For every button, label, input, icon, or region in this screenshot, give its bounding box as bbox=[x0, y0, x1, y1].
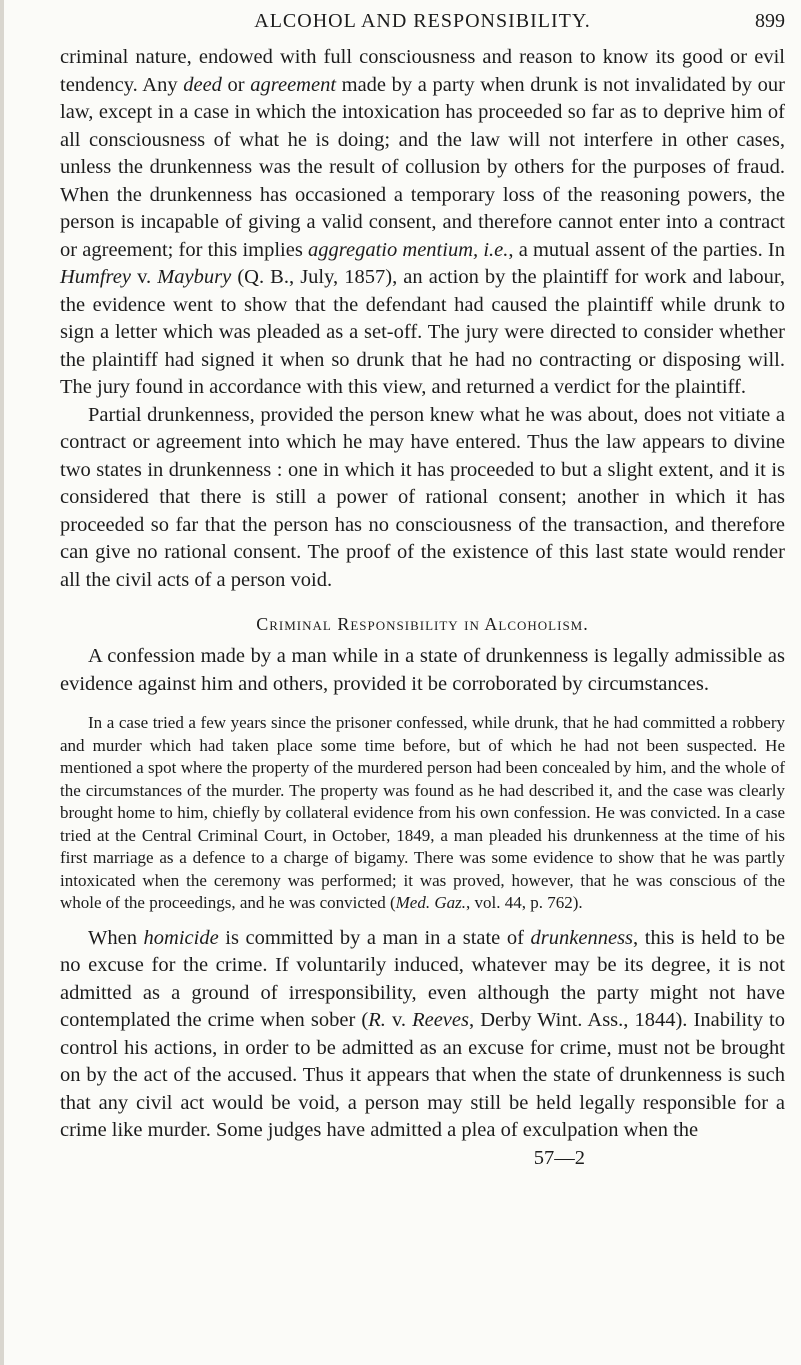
text-run: is committed by a man in a state of bbox=[218, 926, 531, 949]
body-text bbox=[60, 44, 785, 1172]
paragraph-homicide bbox=[60, 925, 785, 1145]
italic-run: deed bbox=[183, 73, 222, 96]
paragraph-contract-drunkenness bbox=[60, 44, 785, 402]
italic-run: aggregatio mentium, i.e. bbox=[308, 238, 509, 261]
text-run: When bbox=[88, 926, 144, 949]
text-run: , this is held to be no excuse for the crime. If voluntarily induced, whatever may be its degree, it is not admitted as a ground of irresponsibility, even although the party might not have contemplated the crime when sober ( bbox=[60, 926, 785, 1031]
text-run: criminal nature, endowed with full consciousness and reason to know its good or evil tendency. Any bbox=[60, 46, 785, 96]
italic-run: drunkenness bbox=[530, 926, 634, 949]
page-number: 899 bbox=[755, 10, 785, 32]
italic-run: Reeves bbox=[412, 1009, 469, 1031]
paragraph-case-examples bbox=[60, 712, 785, 915]
text-run: (Q. B., July, 1857), an action by the plaintiff for work and labour, the evidence went to show that the defendant had caused the plaintiff while drunk to sign a letter which was pleaded as a set-off. The jury were directed to consider whether the plaintiff had signed it when so drunk that he had no contracting or disposing will. The jury found in accordance with this view, and returned a verdict for the plaintiff. bbox=[60, 266, 785, 398]
text-run: In a case tried a few years since the prisoner confessed, while drunk, that he had committed a robbery and murder which had taken place some time before, but of which he had not been suspected. He mentioned a spot where the property of the murdered person had been concealed by him, and the whole of the circumstances of the murder. The property was found as he had described it, and the case was clearly brought home to him, chiefly by collateral evidence from his own confession. He was convicted. In a case tried at the Central Criminal Court, in October, 1849, a man pleaded his drunkenness at the time of his first marriage as a defence to a charge of bigamy. There was some evidence to show that he was partly intoxicated when the ceremony was performed; it was proved, however, that he was conscious of the whole of the proceedings, and he was convicted ( bbox=[60, 713, 785, 912]
text-run: made by a party when drunk is not invalidated by our law, except in a case in which the intoxication has proceeded so far as to deprive him of all consciousness of what he is doing; and the law will not interfere in other cases, unless the drunkenness was the result of collusion by others for the purposes of fraud. When the drunkenness has occasioned a temporary loss of the reasoning powers, the person is incapable of giving a valid consent, and therefore cannot enter into a contract or agreement; for this implies bbox=[60, 73, 785, 261]
text-run: v. bbox=[130, 266, 158, 288]
text-run: , Derby Wint. Ass., 1844). Inability to control his actions, in order to be admitted as an excuse for crime, must not be brought on by the act of the accused. Thus it appears that when the state of drunkenness is such that any civil act would be void, a person may still be held legally responsible for a crime like murder. Some judges have admitted a plea of exculpation when the bbox=[60, 1009, 786, 1141]
italic-run: Med. Gaz. bbox=[395, 893, 466, 912]
page-header bbox=[60, 8, 785, 38]
italic-run: agreement bbox=[250, 73, 337, 96]
page-edge-shadow bbox=[0, 0, 4, 1365]
text-run: , a mutual assent of the parties. In bbox=[508, 238, 785, 261]
section-heading: Criminal Responsibility in Alcoholism. bbox=[256, 614, 589, 634]
running-title: ALCOHOL AND RESPONSIBILITY. bbox=[254, 10, 591, 32]
text-run: , vol. 44, p. 762). bbox=[466, 893, 583, 912]
paragraph-partial-drunkenness: Partial drunkenness, provided the person knew what he was about, does not vitiate a contract or agreement into which he may have entered. Thus the law appears to divine two states in drunkenness : one in which it has proceeded to but a slight extent, and it is considered that there is still a power of rational consent; another in which it has proceeded so far that the person has no consciousness of the transaction, and therefore can give no rational consent. The proof of the existence of this last state would render all the civil acts of a person void. bbox=[60, 403, 785, 591]
text-run: v. bbox=[385, 1009, 413, 1031]
text-run: or bbox=[221, 73, 251, 96]
italic-run: R. bbox=[368, 1009, 386, 1031]
italic-run: Maybury bbox=[157, 266, 232, 288]
paragraph-confession: A confession made by a man while in a state of drunkenness is legally admissible as evidence against him and others, provided it be corroborated by circumstances. bbox=[60, 645, 785, 695]
signature-mark: 57—2 bbox=[533, 1146, 585, 1169]
italic-run: Humfrey bbox=[60, 266, 131, 288]
italic-run: homicide bbox=[143, 926, 219, 949]
